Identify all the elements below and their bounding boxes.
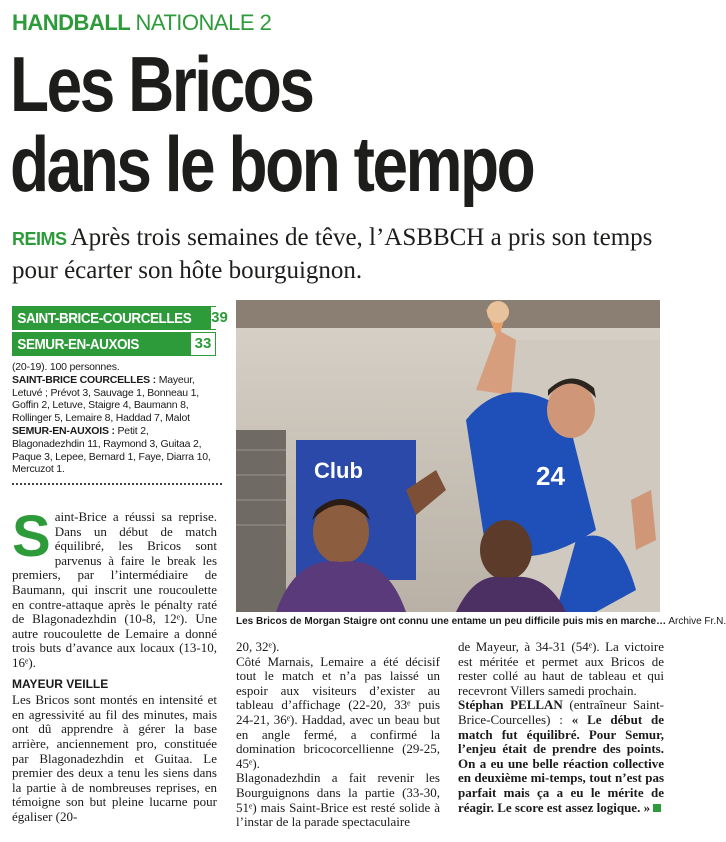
team-name: SAINT-BRICE-COURCELLES [17, 309, 192, 327]
away-players: Petit 2, Blagonadezhdin 11, Raymond 3, Guitaa 2, Paque 3, Lepee, Bernard 1, Faye, Diarra 10, Mercuzot 1. [12, 424, 211, 476]
scoreboard-row-away [12, 332, 216, 356]
home-players: Mayeur, Letuvé ; Prévot 3, Sauvage 1, Bonneau 1, Goffin 2, Letuve, Staigre 4, Baumann 8, Rollinger 5, Lemaire 8, Haddad 7, Malot [12, 373, 199, 425]
quote-role: (entraîneur Saint-Brice-Courcelles) : [458, 697, 665, 727]
quote-text: « Le début de match fut équilibré. Pour Semur, l’enjeu était de prendre des points. On a eu une belle réaction collective en deuxième mi-temps, tout n’est pas parfait mais ça a eu le mérite de réagir. Le score est assez logique. » [458, 711, 665, 815]
away-label: SEMUR-EN-AUXOIS : [12, 424, 115, 437]
section-kicker [12, 10, 271, 36]
team-score: 39 [211, 307, 228, 329]
divider [12, 483, 222, 485]
dateline-location: REIMS [12, 229, 67, 249]
halftime-attendance: (20-19). 100 personnes. [12, 361, 120, 373]
kicker-sport: HANDBALL [12, 10, 130, 35]
scoreboard-row-home [12, 306, 228, 330]
article-photo [236, 300, 660, 612]
headline-line-2: dans le bon tempo [10, 120, 534, 208]
paragraph-3: 20, 32ᵉ). [236, 639, 280, 654]
jersey-number: 24 [536, 461, 565, 491]
paragraph-5: Blagonadezhdin a fait revenir les Bourguignons dans la partie (33-30, 51ᵉ) mais Saint-Brice est resté solide à l’instar de la parade spectaculaire [236, 770, 440, 830]
article-column-1 [12, 504, 217, 824]
quote-speaker: Stéphan PELLAN [458, 697, 563, 713]
dropcap: S [12, 504, 51, 569]
paragraph-2: Les Bricos sont montés en intensité et en agressivité au fil des minutes, mais ont dû apprendre à gérer la base arrière, anciennement pro, constituée par Blagonadezhdin et Guitaa. Le premier des deux a tenu les siens dans la partie à de nombreuses reprises, en témoigne son but pleine lucarne pour égaliser (20- [12, 692, 217, 824]
home-lineup [12, 374, 222, 425]
banner-text: Club [314, 458, 363, 483]
paragraph-4: Côté Marnais, Lemaire a été décisif tout le match et n’a pas laissé un espoir aux visiteurs d’exister au tableau d’affichage (22-20, 33ᵉ puis 24-21, 36ᵉ). Haddad, avec un beau but en angle fermé, a confirmé la domination bricocorcellienne (29-25, 45ᵉ). [236, 653, 440, 771]
intertitle: MAYEUR VEILLE [12, 676, 109, 691]
team-score: 33 [191, 333, 215, 355]
article-column-3 [458, 640, 664, 815]
end-mark-icon [653, 804, 661, 812]
subhead-text: Après trois semaines de têve, l’ASBBCH a pris son temps pour écarter son hôte bourguignon. [12, 224, 653, 284]
team-name: SEMUR-EN-AUXOIS [17, 335, 139, 353]
home-label: SAINT-BRICE COURCELLES : [12, 373, 156, 386]
photo-credit: Archive Fr.N. [668, 616, 726, 627]
article-column-2 [236, 640, 440, 830]
caption-text: Les Bricos de Morgan Staigre ont connu une entame un peu difficile puis mis en marche… [236, 616, 667, 627]
handball-photo-illustration [236, 300, 660, 612]
photo-caption [236, 616, 726, 627]
paragraph-6: de Mayeur, à 34-31 (54ᵉ). La victoire est méritée et permet aux Bricos de rester collé au haut de tableau et qui recevront Villers samedi prochain. [458, 639, 664, 698]
headline [10, 40, 551, 208]
kicker-league: NATIONALE 2 [135, 10, 272, 35]
subhead [12, 222, 672, 286]
lineups [12, 361, 222, 476]
away-lineup [12, 425, 222, 476]
paragraph-1: aint-Brice a réussi sa reprise. Dans un début de match équilibré, les Bricos sont parvenus à faire le break les premiers, par l’intermédiaire de Baumann, qui inscrit une roucoulette en contre-attaque après le pénalty raté de Blagonadezhdin (10-8, 12ᵉ). Une autre roucoulette de Lemaire a donné trois buts d’avance aux locaux (13-10, 16ᵉ). [12, 509, 217, 670]
headline-line-1: Les Bricos [10, 40, 313, 128]
